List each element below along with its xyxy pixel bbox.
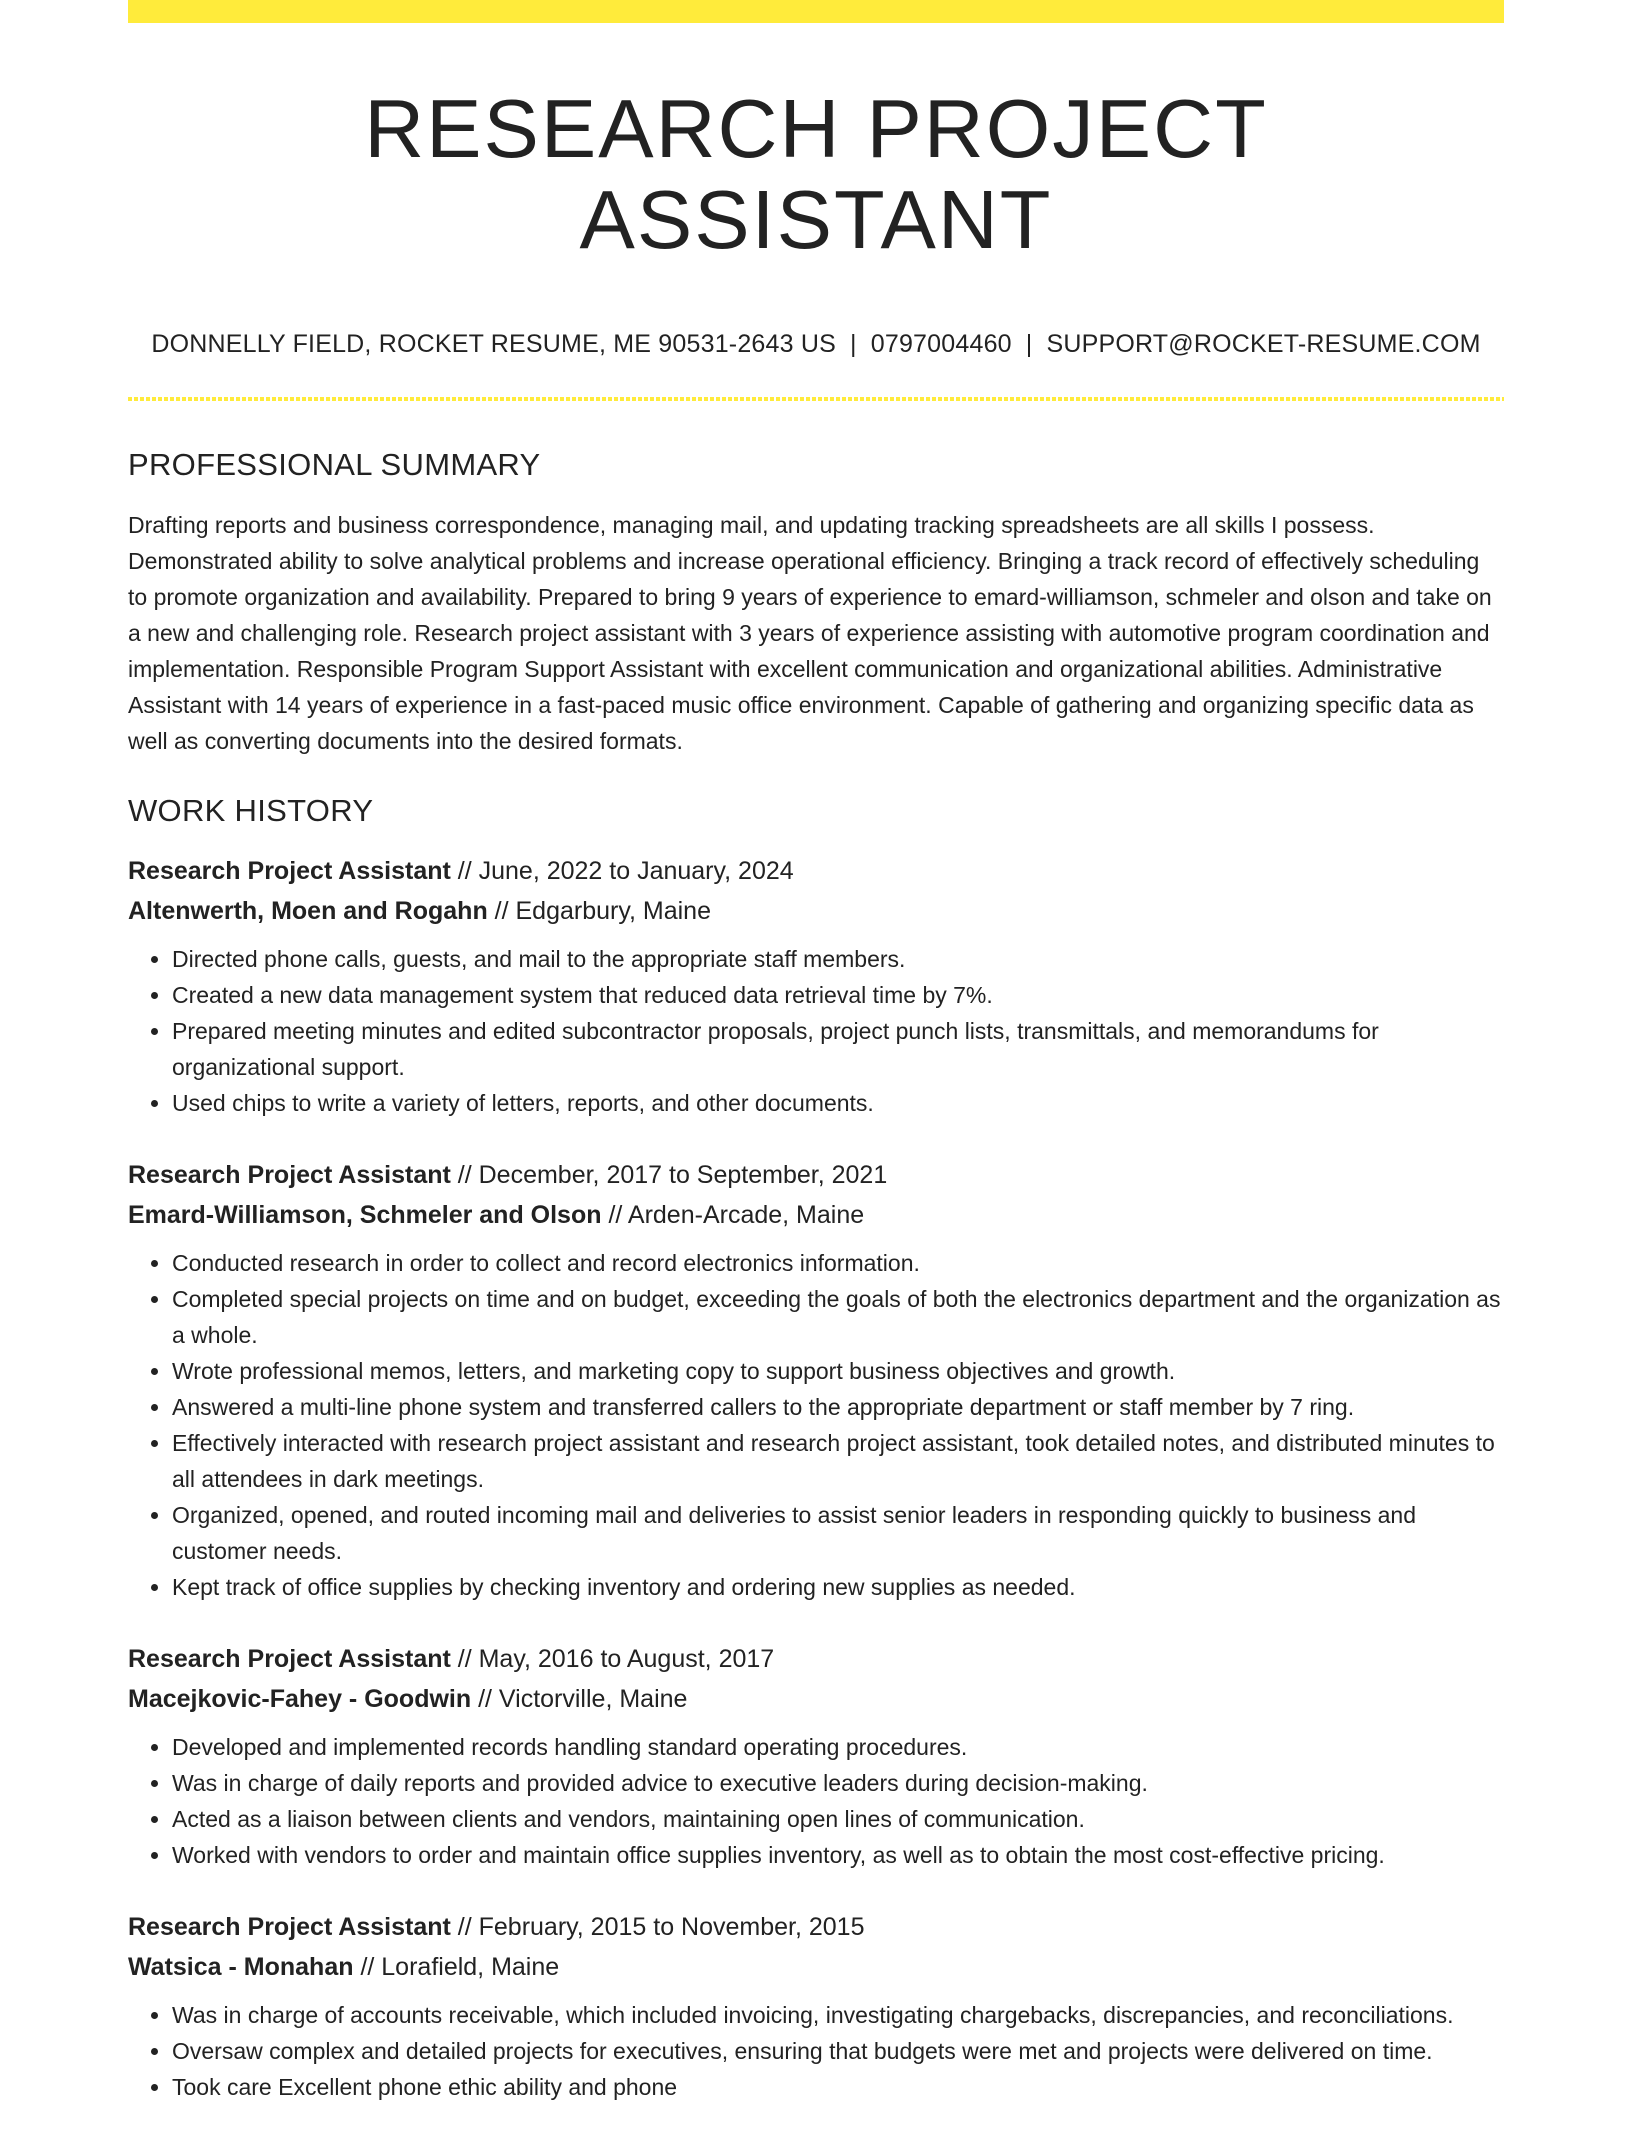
job-company-line bbox=[128, 1195, 1504, 1235]
job-bullets bbox=[128, 1997, 1504, 2105]
job-bullet: • Acted as a liaison between clients and vendors, maintaining open lines of communication. bbox=[172, 1801, 1504, 1837]
work-history-list bbox=[128, 851, 1504, 2105]
job-company-line bbox=[128, 1679, 1504, 1719]
job-location: // Arden-Arcade, Maine bbox=[601, 1200, 865, 1229]
dotted-divider bbox=[128, 397, 1504, 401]
top-accent-bar bbox=[128, 0, 1504, 23]
contact-phone: 0797004460 bbox=[870, 329, 1012, 358]
contact-line bbox=[128, 330, 1504, 359]
job-bullets bbox=[128, 1245, 1504, 1605]
job-bullet: • Directed phone calls, guests, and mail to the appropriate staff members. bbox=[172, 941, 1504, 977]
job-location: // Victorville, Maine bbox=[471, 1684, 688, 1713]
job-bullet: • Took care Excellent phone ethic ability and phone bbox=[172, 2069, 1504, 2105]
job-title-line bbox=[128, 1639, 1504, 1679]
job-company-line bbox=[128, 1947, 1504, 1987]
job-company: Watsica - Monahan bbox=[128, 1952, 354, 1981]
job-dates: // May, 2016 to August, 2017 bbox=[450, 1644, 775, 1673]
job-bullet: • Prepared meeting minutes and edited subcontractor proposals, project punch lists, transmittals, and memorandums for organizational support. bbox=[172, 1013, 1504, 1085]
job-title: Research Project Assistant bbox=[128, 1160, 451, 1189]
contact-separator: | bbox=[1025, 329, 1033, 358]
summary-heading: PROFESSIONAL SUMMARY bbox=[128, 446, 541, 482]
job-dates: // December, 2017 to September, 2021 bbox=[450, 1160, 888, 1189]
contact-separator: | bbox=[850, 329, 857, 358]
job-entry bbox=[128, 851, 1504, 1121]
job-bullets bbox=[128, 1729, 1504, 1873]
job-company: Emard-Williamson, Schmeler and Olson bbox=[128, 1200, 602, 1229]
job-bullet: • Developed and implemented records handling standard operating procedures. bbox=[172, 1729, 1504, 1765]
job-bullet: • Was in charge of daily reports and provided advice to executive leaders during decision-making. bbox=[172, 1765, 1504, 1801]
work-history-heading: WORK HISTORY bbox=[128, 792, 374, 828]
job-company-line bbox=[128, 891, 1504, 931]
job-entry bbox=[128, 1155, 1504, 1605]
job-dates: // February, 2015 to November, 2015 bbox=[450, 1912, 865, 1941]
job-location: // Lorafield, Maine bbox=[353, 1952, 560, 1981]
job-bullets bbox=[128, 941, 1504, 1121]
job-entry bbox=[128, 1639, 1504, 1873]
summary-text: Drafting reports and business correspondence, managing mail, and updating tracking spreadsheets are all skills I possess. Demonstrated ability to solve analytical problems and increase operational efficiency. Bringing a track record of effectively scheduling to promote organization and availability. Prepared to bring 9 years of experience to emard-williamson, schmeler and olson and take on a new and challenging role. Research project assistant with 3 years of experience assisting with automotive program coordination and implementation. Responsible Program Support Assistant with excellent communication and organizational abilities. Administrative Assistant with 14 years of experience in a fast-paced music office environment. Capable of gathering and organizing specific data as well as converting documents into the desired formats. bbox=[128, 511, 1492, 754]
job-bullet: • Created a new data management system that reduced data retrieval time by 7%. bbox=[172, 977, 1504, 1013]
job-bullet: • Oversaw complex and detailed projects for executives, ensuring that budgets were met and projects were delivered on time. bbox=[172, 2033, 1504, 2069]
job-title-line bbox=[128, 1907, 1504, 1947]
job-company: Altenwerth, Moen and Rogahn bbox=[128, 896, 488, 925]
job-entry bbox=[128, 1907, 1504, 2105]
job-title: Research Project Assistant bbox=[128, 1912, 451, 1941]
job-bullet: • Conducted research in order to collect and record electronics information. bbox=[172, 1245, 1504, 1281]
job-company: Macejkovic-Fahey - Goodwin bbox=[128, 1684, 472, 1713]
job-bullet: • Used chips to write a variety of letters, reports, and other documents. bbox=[172, 1085, 1504, 1121]
job-title: Research Project Assistant bbox=[128, 1644, 451, 1673]
contact-email: SUPPORT@ROCKET-RESUME.COM bbox=[1046, 329, 1481, 358]
job-dates: // June, 2022 to January, 2024 bbox=[450, 856, 794, 885]
page-title: RESEARCH PROJECT ASSISTANT bbox=[364, 82, 1268, 267]
job-bullet: • Answered a multi-line phone system and transferred callers to the appropriate department or staff member by 7 ring. bbox=[172, 1389, 1504, 1425]
contact-address: DONNELLY FIELD, ROCKET RESUME, ME 90531-2643 US bbox=[151, 329, 837, 358]
job-bullet: • Wrote professional memos, letters, and marketing copy to support business objectives and growth. bbox=[172, 1353, 1504, 1389]
resume-page bbox=[128, 0, 1504, 2139]
job-bullet: • Completed special projects on time and on budget, exceeding the goals of both the electronics department and the organization as a whole. bbox=[172, 1281, 1504, 1353]
job-bullet: • Kept track of office supplies by checking inventory and ordering new supplies as needed. bbox=[172, 1569, 1504, 1605]
job-title-line bbox=[128, 851, 1504, 891]
job-bullet: • Organized, opened, and routed incoming mail and deliveries to assist senior leaders in responding quickly to business and customer needs. bbox=[172, 1497, 1504, 1569]
job-title-line bbox=[128, 1155, 1504, 1195]
job-bullet: • Worked with vendors to order and maintain office supplies inventory, as well as to obtain the most cost-effective pricing. bbox=[172, 1837, 1504, 1873]
job-title: Research Project Assistant bbox=[128, 856, 451, 885]
job-bullet: • Was in charge of accounts receivable, which included invoicing, investigating chargebacks, discrepancies, and reconciliations. bbox=[172, 1997, 1504, 2033]
job-bullet: • Effectively interacted with research project assistant and research project assistant, took detailed notes, and distributed minutes to all attendees in dark meetings. bbox=[172, 1425, 1504, 1497]
job-location: // Edgarbury, Maine bbox=[487, 896, 711, 925]
